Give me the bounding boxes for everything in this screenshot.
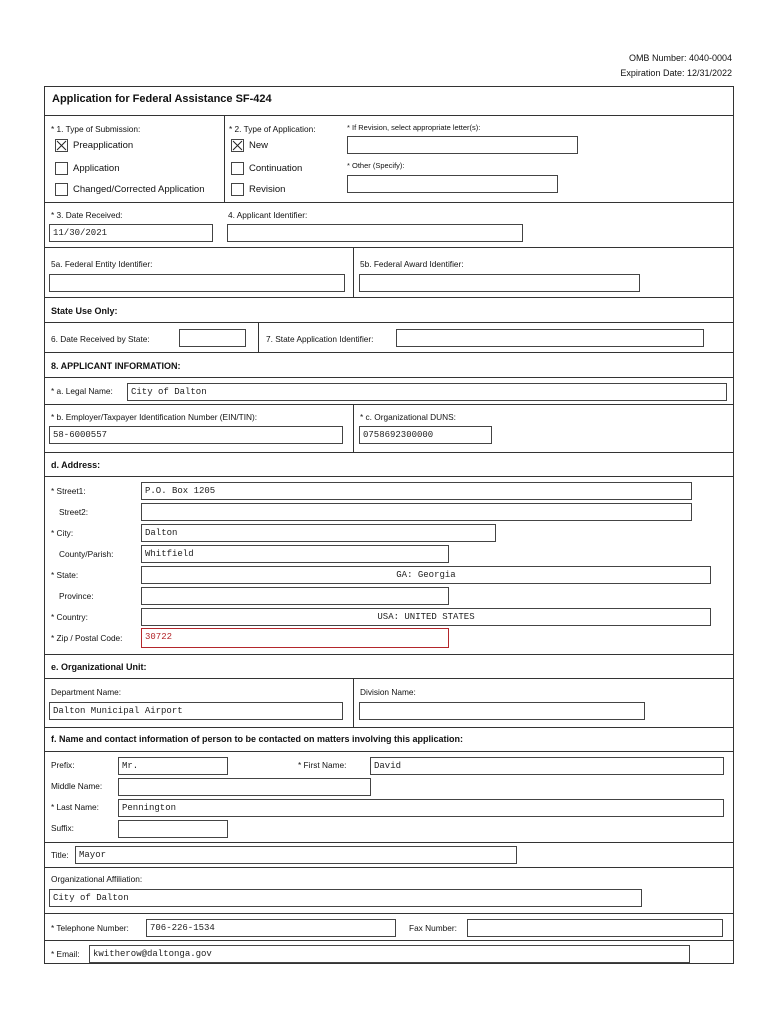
state-label: * State: — [51, 570, 79, 580]
ein-label: * b. Employer/Taxpayer Identification Number (EIN/TIN): — [51, 412, 258, 422]
expiration-date: Expiration Date: 12/31/2022 — [620, 68, 732, 78]
changed-corrected-label: Changed/Corrected Application — [73, 184, 205, 195]
date-received-label: * 3. Date Received: — [51, 210, 123, 220]
legal-name-label: * a. Legal Name: — [51, 386, 113, 396]
first-name-field[interactable]: David — [370, 757, 724, 775]
affiliation-label: Organizational Affiliation: — [51, 874, 143, 884]
application-type-label: * 2. Type of Application: — [229, 124, 316, 134]
last-name-field[interactable]: Pennington — [118, 799, 724, 817]
street2-label: Street2: — [59, 507, 89, 517]
divider — [44, 654, 734, 655]
divider — [44, 115, 734, 116]
street1-field[interactable]: P.O. Box 1205 — [141, 482, 692, 500]
department-field[interactable]: Dalton Municipal Airport — [49, 702, 343, 720]
state-app-id-label: 7. State Application Identifier: — [266, 334, 374, 344]
applicant-identifier-label: 4. Applicant Identifier: — [228, 210, 308, 220]
duns-field[interactable]: 0758692300000 — [359, 426, 492, 444]
form-title: Application for Federal Assistance SF-424 — [52, 93, 272, 105]
application-label: Application — [73, 163, 120, 174]
continuation-label: Continuation — [249, 163, 303, 174]
divider — [44, 751, 734, 752]
org-unit-title: e. Organizational Unit: — [51, 662, 147, 672]
divider — [44, 867, 734, 868]
city-field[interactable]: Dalton — [141, 524, 496, 542]
middle-name-label: Middle Name: — [51, 781, 103, 791]
divider — [353, 247, 354, 297]
contact-title: f. Name and contact information of person to be contacted on matters involving this application: — [51, 734, 464, 744]
divider — [44, 322, 734, 323]
province-field[interactable] — [141, 587, 449, 605]
street1-label: * Street1: — [51, 486, 86, 496]
state-app-id-field[interactable] — [396, 329, 704, 347]
middle-name-field[interactable] — [118, 778, 371, 796]
zip-label: * Zip / Postal Code: — [51, 633, 123, 643]
applicant-info-title: 8. APPLICANT INFORMATION: — [51, 361, 181, 371]
province-label: Province: — [59, 591, 94, 601]
state-use-title: State Use Only: — [51, 306, 118, 316]
telephone-field[interactable]: 706-226-1534 — [146, 919, 396, 937]
divider — [44, 377, 734, 378]
prefix-label: Prefix: — [51, 760, 75, 770]
divider — [44, 352, 734, 353]
divider — [224, 115, 225, 202]
suffix-label: Suffix: — [51, 823, 74, 833]
divider — [44, 202, 734, 203]
country-select[interactable]: USA: UNITED STATES — [141, 608, 711, 626]
federal-entity-label: 5a. Federal Entity Identifier: — [51, 259, 153, 269]
checkbox-preapplication[interactable] — [55, 139, 68, 152]
email-field[interactable]: kwitherow@daltonga.gov — [89, 945, 690, 963]
affiliation-field[interactable]: City of Dalton — [49, 889, 642, 907]
divider — [44, 727, 734, 728]
address-title: d. Address: — [51, 460, 101, 470]
applicant-identifier-field[interactable] — [227, 224, 523, 242]
divider — [44, 476, 734, 477]
fax-field[interactable] — [467, 919, 723, 937]
legal-name-field[interactable]: City of Dalton — [127, 383, 727, 401]
revision-letter-field[interactable] — [347, 136, 578, 154]
checkbox-changed-corrected[interactable] — [55, 183, 68, 196]
country-label: * Country: — [51, 612, 88, 622]
other-specify-field[interactable] — [347, 175, 558, 193]
omb-number: OMB Number: 4040-0004 — [628, 53, 732, 63]
federal-award-label: 5b. Federal Award Identifier: — [360, 259, 464, 269]
check-x-icon — [56, 140, 67, 151]
other-specify-label: * Other (Specify): — [347, 161, 405, 170]
title-label: Title: — [51, 850, 69, 860]
divider — [353, 404, 354, 452]
first-name-label: * First Name: — [298, 760, 347, 770]
date-received-field[interactable]: 11/30/2021 — [49, 224, 213, 242]
division-label: Division Name: — [360, 687, 416, 697]
checkbox-new[interactable] — [231, 139, 244, 152]
county-label: County/Parish: — [59, 549, 114, 559]
preapplication-label: Preapplication — [73, 140, 134, 151]
department-label: Department Name: — [51, 687, 122, 697]
prefix-field[interactable]: Mr. — [118, 757, 228, 775]
fax-label: Fax Number: — [409, 923, 457, 933]
state-select[interactable]: GA: Georgia — [141, 566, 711, 584]
county-field[interactable]: Whitfield — [141, 545, 449, 563]
divider — [44, 297, 734, 298]
title-field[interactable]: Mayor — [75, 846, 517, 864]
last-name-label: * Last Name: — [51, 802, 99, 812]
divider — [44, 913, 734, 914]
divider — [44, 452, 734, 453]
checkbox-continuation[interactable] — [231, 162, 244, 175]
ein-field[interactable]: 58-6000557 — [49, 426, 343, 444]
submission-type-label: * 1. Type of Submission: — [51, 124, 141, 134]
revision-letter-label: * If Revision, select appropriate letter(s): — [347, 123, 481, 132]
suffix-field[interactable] — [118, 820, 228, 838]
federal-award-field[interactable] — [359, 274, 640, 292]
divider — [258, 322, 259, 352]
checkbox-application[interactable] — [55, 162, 68, 175]
check-x-icon — [232, 140, 243, 151]
zip-field[interactable]: 30722 — [141, 628, 449, 648]
divider — [44, 678, 734, 679]
divider — [44, 247, 734, 248]
division-field[interactable] — [359, 702, 645, 720]
email-label: * Email: — [51, 949, 80, 959]
divider — [44, 940, 734, 941]
state-date-label: 6. Date Received by State: — [51, 334, 150, 344]
city-label: * City: — [51, 528, 74, 538]
telephone-label: * Telephone Number: — [51, 923, 129, 933]
state-date-field[interactable] — [179, 329, 246, 347]
duns-label: * c. Organizational DUNS: — [360, 412, 456, 422]
divider — [44, 404, 734, 405]
divider — [44, 842, 734, 843]
federal-entity-field[interactable] — [49, 274, 345, 292]
street2-field[interactable] — [141, 503, 692, 521]
new-label: New — [249, 140, 269, 151]
divider — [353, 678, 354, 727]
revision-label: Revision — [249, 184, 286, 195]
checkbox-revision[interactable] — [231, 183, 244, 196]
